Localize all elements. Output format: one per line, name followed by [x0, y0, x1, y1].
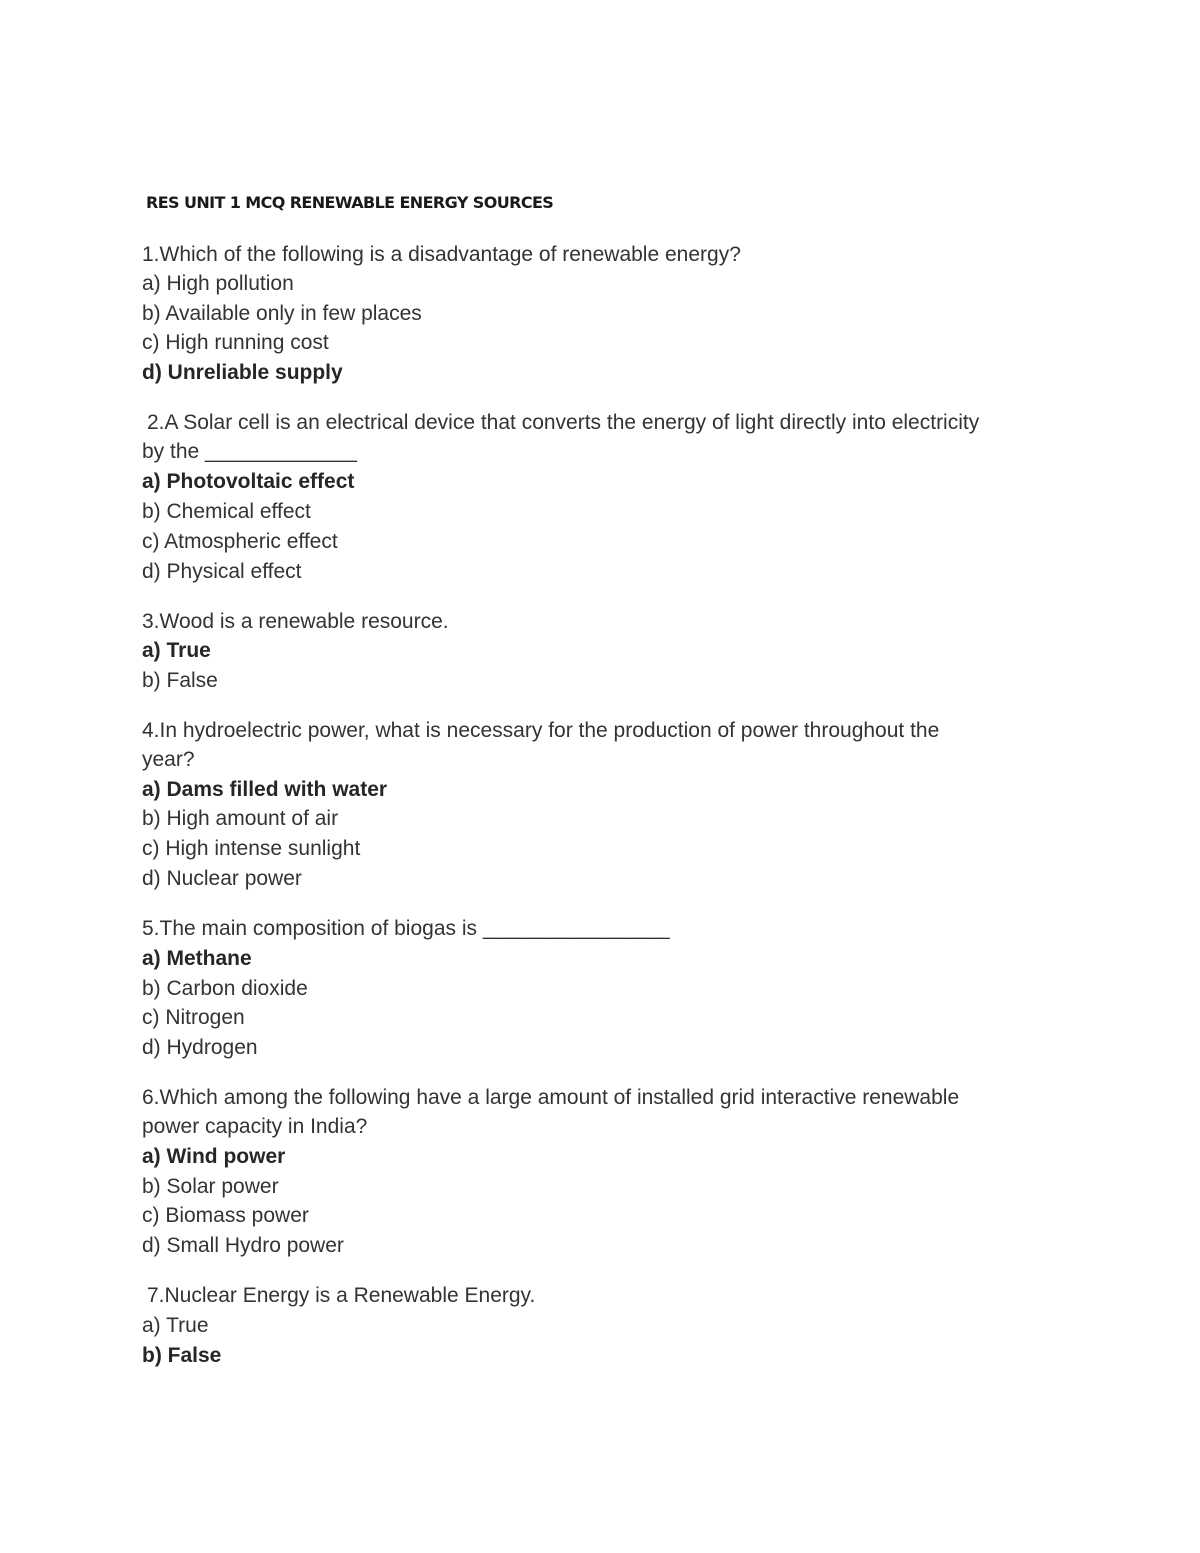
question-1-option-b: b) Available only in few places [142, 302, 422, 325]
question-4-option-d: d) Nuclear power [142, 867, 302, 890]
document-title: RES UNIT 1 MCQ RENEWABLE ENERGY SOURCES [146, 193, 554, 212]
question-2-text-line2: by the _____________ [142, 440, 357, 463]
question-6-text-line1: 6.Which among the following have a large amount of installed grid interactive renewable [142, 1086, 960, 1109]
question-6-option-c: c) Biomass power [142, 1204, 309, 1227]
question-7-text: 7.Nuclear Energy is a Renewable Energy. [147, 1284, 536, 1307]
question-1-option-d-answer: d) Unreliable supply [142, 361, 343, 384]
question-7-option-b-answer: b) False [142, 1344, 222, 1367]
question-7-option-a: a) True [142, 1314, 209, 1337]
question-6-option-d: d) Small Hydro power [142, 1234, 344, 1257]
question-5-text: 5.The main composition of biogas is ________________ [142, 917, 670, 940]
question-2-option-c: c) Atmospheric effect [142, 530, 338, 553]
question-2-option-d: d) Physical effect [142, 560, 302, 583]
question-4-option-a-answer: a) Dams filled with water [142, 778, 388, 801]
question-6-option-b: b) Solar power [142, 1175, 279, 1198]
question-4-text-line2: year? [142, 748, 195, 771]
question-1-option-c: c) High running cost [142, 331, 329, 354]
question-3-text: 3.Wood is a renewable resource. [142, 610, 449, 633]
question-5-option-d: d) Hydrogen [142, 1036, 258, 1059]
question-2-option-b: b) Chemical effect [142, 500, 311, 523]
question-2-text-line1: 2.A Solar cell is an electrical device that converts the energy of light directly into electricity [147, 411, 980, 434]
question-4-option-b: b) High amount of air [142, 807, 339, 830]
question-6-text-line2: power capacity in India? [142, 1115, 368, 1138]
question-3-option-b: b) False [142, 669, 218, 692]
question-1-text: 1.Which of the following is a disadvantage of renewable energy? [142, 243, 741, 266]
question-6-option-a-answer: a) Wind power [142, 1145, 286, 1168]
question-1-option-a: a) High pollution [142, 272, 294, 295]
question-3-option-a-answer: a) True [142, 639, 211, 662]
question-2-option-a-answer: a) Photovoltaic effect [142, 470, 355, 493]
question-4-option-c: c) High intense sunlight [142, 837, 361, 860]
question-5-option-b: b) Carbon dioxide [142, 977, 308, 1000]
question-5-option-c: c) Nitrogen [142, 1006, 245, 1029]
question-4-text-line1: 4.In hydroelectric power, what is necessary for the production of power throughout the [142, 719, 940, 742]
question-5-option-a-answer: a) Methane [142, 947, 252, 970]
